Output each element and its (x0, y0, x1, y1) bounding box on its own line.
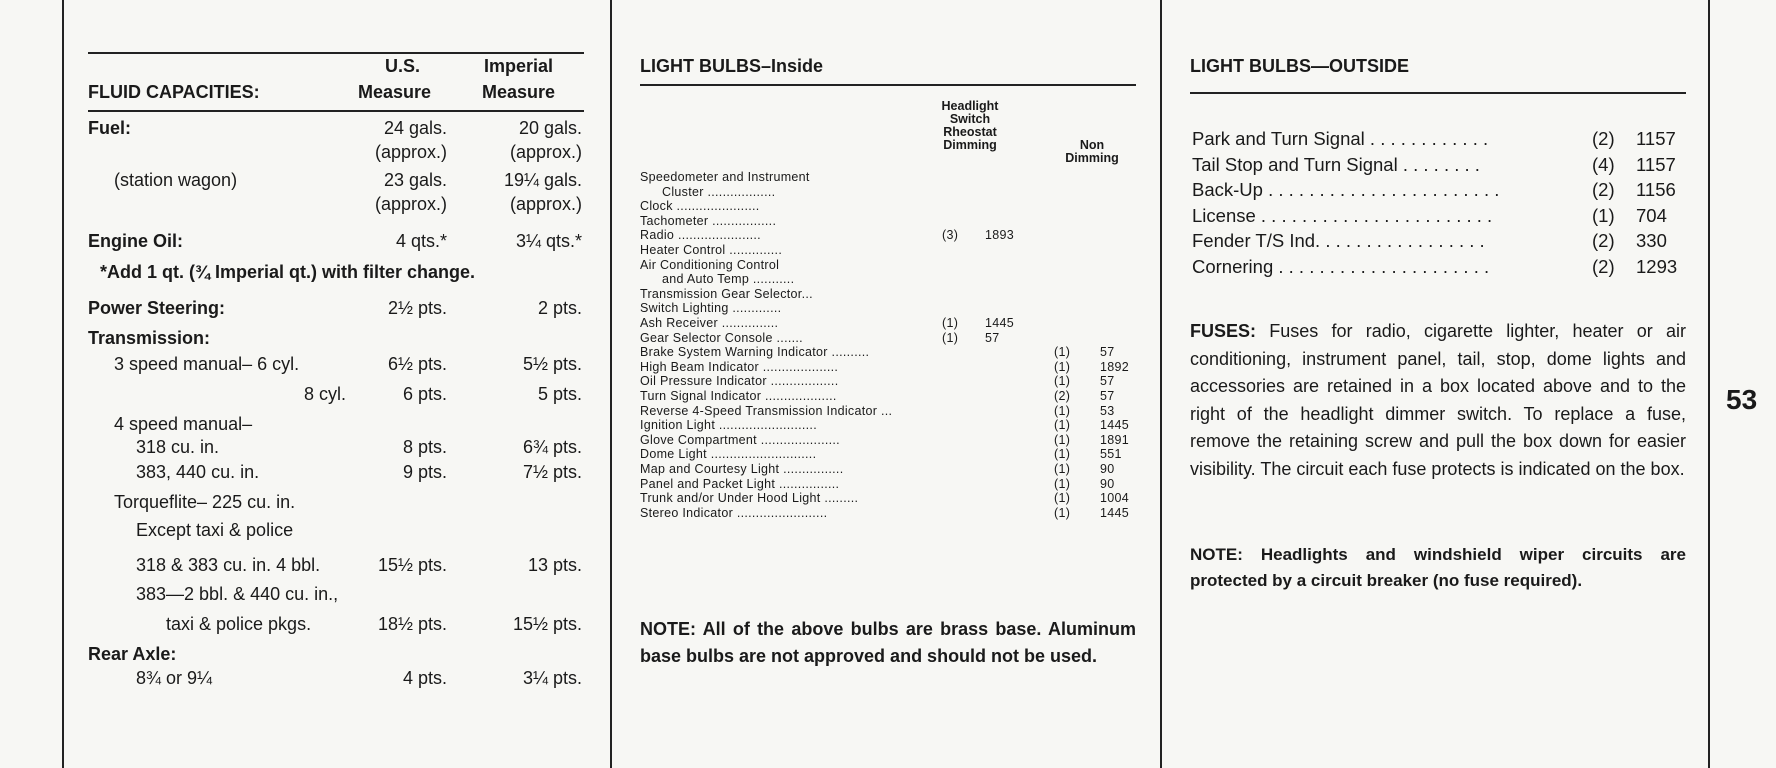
dot-leader: ................ (775, 476, 840, 491)
non-dimming-value: 1004 (1100, 491, 1130, 506)
dimming-column-header: Headlight Switch Rheostat Dimming (941, 99, 999, 152)
outside-bulb-name: Cornering . . . . . . . . . . . . . . . . . . . . . (1192, 255, 1490, 277)
non-dimming-value: (1) (1054, 491, 1071, 506)
dimming-value: (3) (942, 228, 959, 243)
outside-title-rule (1190, 92, 1686, 94)
dot-leader: ..................... (756, 432, 840, 447)
dot-leader: ......... (820, 491, 859, 506)
fuses-text: Fuses for radio, cigarette lighter, heater or air conditioning, instrument panel, tail, stop, dome lights and accessories are retained in a box located above and to the right of the headlight dimmer switch. To replace a fuse, remove the retaining screw and pull the box down for easier visibility. The circuit each fuse protects is indicated on the box. (1190, 321, 1686, 479)
non-dimming-value: (2) (1054, 389, 1071, 403)
column-divider-middle-right (1160, 0, 1162, 768)
fluid-row-imperial-value: 20 gals. (518, 118, 582, 138)
outside-bulb-number: 1156 (1636, 179, 1676, 200)
dot-leader: ........... (749, 272, 795, 287)
non-dimming-value: 90 (1100, 462, 1115, 476)
fluid-row-label: Except taxi & police (136, 520, 294, 540)
fluid-row-us-value: 2½ pts. (387, 298, 447, 318)
fluid-row-imperial-value: (approx.) (509, 194, 582, 214)
bulb-name: Switch Lighting (640, 301, 729, 316)
fluid-row-imperial-value: 3¼ pts. (522, 668, 582, 688)
inside-bulb-row (640, 491, 858, 505)
non-dimming-value: 1445 (1100, 418, 1130, 433)
dot-leader: ............... (717, 316, 779, 330)
inside-bulb-row (640, 170, 810, 184)
bulb-name: Dome Light (640, 447, 707, 462)
bulb-name: Clock (640, 199, 673, 214)
dot-leader: .................... (758, 359, 839, 374)
non-dimming-value: 53 (1100, 403, 1115, 418)
dot-leader: ...................... (672, 199, 760, 214)
inside-bulb-row (640, 360, 838, 374)
non-dimming-value: (1) (1054, 432, 1071, 447)
bulb-name: Heater Control (640, 243, 726, 257)
fluid-row-label: 383, 440 cu. in. (136, 462, 260, 482)
dot-leader: .............. (725, 243, 783, 257)
outside-bulb-number: 1293 (1636, 255, 1678, 277)
bulb-name: Brake System Warning Indicator (640, 345, 828, 360)
fluid-row-label: (station wagon) (114, 170, 238, 190)
fluid-row-us-value: (approx.) (374, 142, 447, 162)
bulb-name: Stereo Indicator (640, 505, 734, 520)
non-dimming-value: (1) (1054, 418, 1071, 433)
outside-bulb-name: Tail Stop and Turn Signal . . . . . . . . (1192, 153, 1480, 175)
fluid-row-label: Power Steering: (88, 298, 226, 318)
non-dimming-value: (1) (1054, 374, 1071, 389)
fluid-row-label: 4 speed manual– (114, 414, 253, 434)
fuses-paragraph (1190, 318, 1686, 483)
outside-bulb-number: 704 (1636, 204, 1667, 226)
fluid-row-label: 383—2 bbl. & 440 cu. in., (136, 584, 339, 604)
dot-leader: ................ (779, 462, 844, 476)
dot-leader: ............................ (706, 447, 817, 462)
outside-bulb-qty: (2) (1592, 230, 1615, 251)
fluid-row-us-value: 9 pts. (402, 462, 447, 482)
inside-bulb-row (640, 374, 838, 388)
fluid-row-label: 3 speed manual– 6 cyl. (114, 354, 300, 374)
inside-bulb-row (640, 243, 782, 257)
dimming-value: (1) (942, 316, 959, 330)
fuses-label: FUSES: (1190, 321, 1257, 341)
fluid-row-label: Rear Axle: (88, 644, 177, 664)
fluid-row-imperial-value: 5½ pts. (522, 354, 582, 374)
outside-bulb-name: Back-Up . . . . . . . . . . . . . . . . . . . . . . . (1192, 179, 1500, 200)
non-dimming-value: (1) (1054, 476, 1071, 491)
outside-bulb-name: Fender T/S Ind. . . . . . . . . . . . . . . . . (1192, 230, 1485, 251)
non-dimming-value: 1445 (1100, 505, 1130, 520)
bulb-name: Panel and Packet Light (640, 476, 776, 491)
fluid-row-label: 318 cu. in. (136, 437, 220, 457)
inside-bulb-row (640, 462, 843, 476)
fluid-row-us-value: 18½ pts. (377, 614, 447, 634)
inside-bulb-row (640, 506, 827, 520)
dot-leader: ...................... (674, 228, 761, 243)
header-us: U.S. (385, 56, 421, 76)
non-dimming-value: (1) (1054, 505, 1071, 520)
dot-leader: ... (801, 286, 813, 301)
dimming-value: 57 (985, 330, 1000, 345)
outside-bulb-qty: (2) (1592, 128, 1615, 149)
bulb-name: Speedometer and Instrument (640, 170, 810, 184)
non-dimming-value: (1) (1054, 447, 1071, 462)
dot-leader: ................... (761, 389, 837, 403)
fluid-row-us-value: 6 pts. (402, 384, 447, 404)
fluid-row-imperial-value: 19¼ gals. (503, 170, 582, 190)
fluid-row-us-value: 23 gals. (383, 170, 447, 190)
fluid-row-us-value: 6½ pts. (387, 354, 447, 374)
inside-bulb-row (640, 228, 761, 242)
bulb-name: Oil Pressure Indicator (640, 374, 767, 389)
bulb-name: Ash Receiver (640, 316, 718, 330)
fluid-row-imperial-value: 6¾ pts. (522, 437, 582, 457)
outside-bulb-name: License . . . . . . . . . . . . . . . . . . . . . . . (1192, 204, 1493, 226)
non-dimming-value: 1891 (1100, 432, 1130, 447)
fluid-row-imperial-value: 15½ pts. (512, 614, 582, 634)
inside-note: NOTE: All of the above bulbs are brass base. Aluminum base bulbs are not approved and should not be used. (640, 619, 1136, 666)
non-dimming-value: 90 (1100, 476, 1115, 491)
bulb-name: Turn Signal Indicator (640, 389, 762, 403)
fluid-title: FLUID CAPACITIES: (88, 82, 260, 102)
bulb-name: High Beam Indicator (640, 359, 759, 374)
bulb-name: Map and Courtesy Light (640, 462, 780, 476)
fluid-row-us-value: 8 pts. (402, 437, 447, 457)
inside-bulb-row (640, 477, 839, 491)
inside-bulb-row (640, 214, 776, 228)
inside-bulb-row (640, 199, 760, 213)
dot-leader: ........................ (733, 505, 828, 520)
fluid-header-rule (88, 110, 584, 112)
fluid-row-label: Torqueflite– 225 cu. in. (114, 492, 296, 512)
fluid-row-label: 8¾ or 9¼ (136, 668, 213, 688)
inside-bulb-row (640, 287, 813, 301)
inside-bulb-row (640, 316, 778, 330)
dot-leader: ....... (772, 330, 803, 345)
column-divider-middle-left (610, 0, 612, 768)
bulb-name: Air Conditioning Control (640, 257, 780, 272)
bulb-name: Ignition Light (640, 418, 716, 433)
outside-bulb-name: Park and Turn Signal . . . . . . . . . . . . (1192, 128, 1489, 149)
fluid-row-us-value: 4 pts. (402, 668, 447, 688)
inside-bulb-row (640, 345, 869, 359)
bulb-name: and Auto Temp (662, 272, 750, 287)
non-dimming-value: 1892 (1100, 359, 1130, 374)
bulb-name: Reverse 4-Speed Transmission Indicator (640, 403, 878, 418)
inside-bulb-row (640, 389, 837, 403)
outside-bulb-qty: (2) (1592, 255, 1615, 277)
fluid-row-us-value: 24 gals. (383, 118, 447, 138)
fluid-row-us-value: (approx.) (374, 194, 447, 214)
fluid-row-label: 8 cyl. (304, 384, 347, 404)
header-measure-us: Measure (358, 82, 432, 102)
dot-leader: .......... (827, 345, 870, 360)
non-dimming-value: 57 (1100, 374, 1115, 389)
outside-bulb-number: 330 (1636, 230, 1667, 251)
outside-bulb-qty: (4) (1592, 153, 1615, 175)
bulb-name: Gear Selector Console (640, 330, 773, 345)
inside-bulb-row (662, 272, 794, 286)
inside-bulb-row (640, 433, 840, 447)
inside-title: LIGHT BULBS–Inside (640, 56, 824, 76)
bulb-name: Radio (640, 228, 675, 243)
inside-bulb-row (640, 418, 817, 432)
outside-bulb-qty: (2) (1592, 179, 1615, 200)
outside-bulb-number: 1157 (1636, 128, 1676, 149)
non-dimming-value: 57 (1100, 389, 1115, 403)
page-number: 53 (1726, 384, 1758, 415)
fluid-row-imperial-value: 3¼ qts.* (515, 231, 582, 251)
fluid-row-label: Transmission: (88, 328, 211, 348)
fluid-top-rule (88, 52, 584, 54)
fluid-row-label: *Add 1 qt. (¾ Imperial qt.) with filter change. (100, 262, 476, 282)
non-dimming-value: (1) (1054, 359, 1071, 374)
column-divider-right (1708, 0, 1710, 768)
dot-leader: ............. (728, 301, 782, 316)
non-dimming-value: 551 (1100, 447, 1122, 462)
bulb-name: Glove Compartment (640, 432, 757, 447)
header-measure-imperial: Measure (482, 82, 556, 102)
inside-bulb-row (640, 301, 781, 315)
fluid-row-imperial-value: (approx.) (509, 142, 582, 162)
inside-bulb-row (640, 404, 892, 418)
outside-title: LIGHT BULBS—OUTSIDE (1190, 56, 1409, 76)
column-divider-left (62, 0, 64, 768)
inside-title-rule (640, 84, 1136, 86)
non-dimming-column-header: Non Dimming (1065, 138, 1119, 165)
dimming-value: (1) (942, 330, 959, 345)
bulb-name: Trunk and/or Under Hood Light (640, 491, 821, 506)
fluid-row-us-value: 4 qts.* (395, 231, 447, 251)
outside-bulb-qty: (1) (1592, 204, 1615, 226)
dimming-value: 1445 (985, 316, 1015, 330)
dot-leader: .......................... (715, 418, 817, 433)
inside-bulb-row (640, 447, 816, 461)
dot-leader: .................. (703, 184, 776, 199)
non-dimming-value: (1) (1054, 345, 1071, 360)
inside-bulb-row (640, 258, 779, 272)
fluid-row-imperial-value: 5 pts. (537, 384, 582, 404)
fluid-row-imperial-value: 13 pts. (527, 555, 582, 575)
dot-leader: .................. (766, 374, 839, 389)
dot-leader: ... (877, 403, 893, 418)
outside-bulb-number: 1157 (1636, 153, 1676, 175)
fluid-row-us-value: 15½ pts. (377, 555, 447, 575)
fluid-row-label: 318 & 383 cu. in. 4 bbl. (136, 555, 321, 575)
bulb-name: Transmission Gear Selector (640, 286, 802, 301)
bulb-name: Cluster (662, 184, 704, 199)
bulb-name: Tachometer (640, 213, 709, 228)
non-dimming-value: 57 (1100, 345, 1115, 360)
fluid-row-label: taxi & police pkgs. (166, 614, 312, 634)
inside-bulb-row (640, 331, 803, 345)
fluid-row-imperial-value: 7½ pts. (522, 462, 582, 482)
dot-leader: ................. (708, 213, 777, 228)
fluid-row-label: Engine Oil: (88, 231, 184, 251)
non-dimming-value: (1) (1054, 403, 1071, 418)
fluid-row-imperial-value: 2 pts. (537, 298, 582, 318)
non-dimming-value: (1) (1054, 462, 1071, 476)
outside-note: NOTE: Headlights and windshield wiper circuits are protected by a circuit breaker (no fuse required). (1190, 545, 1686, 590)
dimming-value: 1893 (985, 228, 1015, 243)
header-imperial: Imperial (484, 56, 554, 76)
inside-bulb-row (662, 185, 775, 199)
fluid-row-label: Fuel: (88, 118, 131, 138)
